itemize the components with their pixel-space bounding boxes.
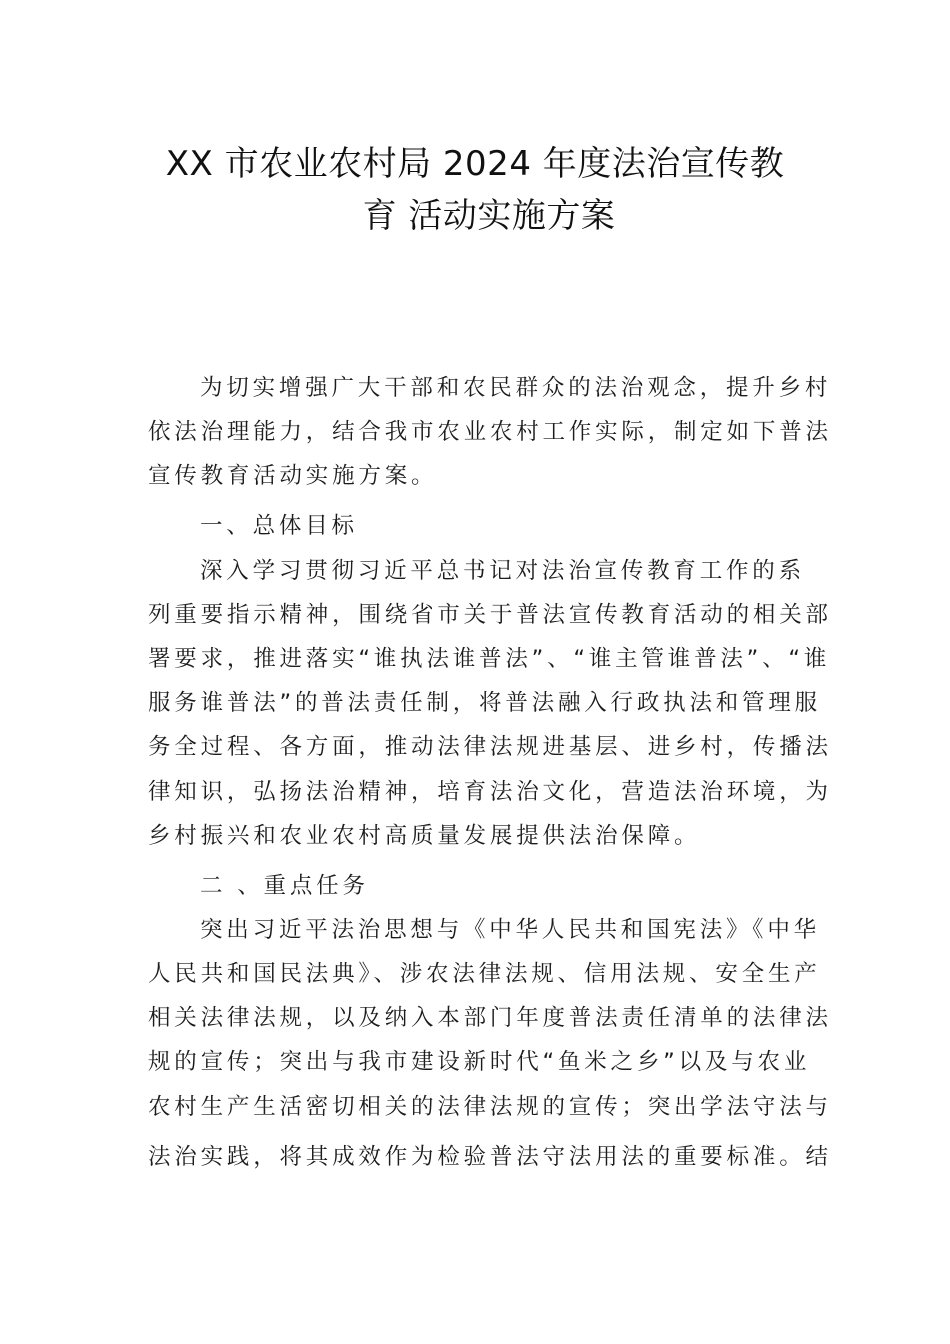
paragraph-line: 律知识，弘扬法治精神，培育法治文化，营造法治环境，为 [148,778,832,805]
section-heading: 一、总体目标 [200,513,358,540]
document-title [120,138,830,242]
paragraph-line: 深入学习贯彻习近平总书记对法治宣传教育工作的系 [200,557,805,584]
paragraph-line: 农村生产生活密切相关的法律法规的宣传；突出学法守法与 [148,1093,832,1120]
paragraph-line: 服务谁普法”的普法责任制，将普法融入行政执法和管理服 [148,690,821,717]
paragraph-line: 相关法律法规，以及纳入本部门年度普法责任清单的法律法 [148,1005,832,1032]
document-body [148,366,832,1179]
title-line-2: 育 活动实施方案 [362,196,616,236]
paragraph-line: 突出习近平法治思想与《中华人民共和国宪法》《中华 [200,916,820,943]
paragraph-line: 为切实增强广大干部和农民群众的法治观念，提升乡村 [200,375,832,401]
paragraph-line: 乡村振兴和农业农村高质量发展提供法治保障。 [148,822,701,849]
paragraph-line: 人民共和国民法典》、涉农法律法规、信用法规、安全生产 [148,961,821,988]
paragraph-line: 规的宣传；突出与我市建设新时代“鱼米之乡”以及与农业 [148,1049,811,1076]
paragraph-line: 署要求，推进落实“谁执法谁普法”、“谁主管谁普法”、“谁 [148,645,831,672]
paragraph-line: 宣传教育活动实施方案。 [148,463,438,490]
paragraph-line: 依法治理能力，结合我市农业农村工作实际，制定如下普法 [148,419,832,446]
paragraph-line: 法治实践，将其成效作为检验普法守法用法的重要标准。结 [148,1143,832,1170]
title-line-1: XX 市农业农村局 2024 年度法治宣传教 [165,144,785,184]
paragraph-line: 务全过程、各方面，推动法律法规进基层、进乡村，传播法 [148,734,832,761]
section-heading: 二 、重点任务 [200,872,369,899]
paragraph-line: 列重要指示精神，围绕省市关于普法宣传教育活动的相关部 [148,601,832,628]
